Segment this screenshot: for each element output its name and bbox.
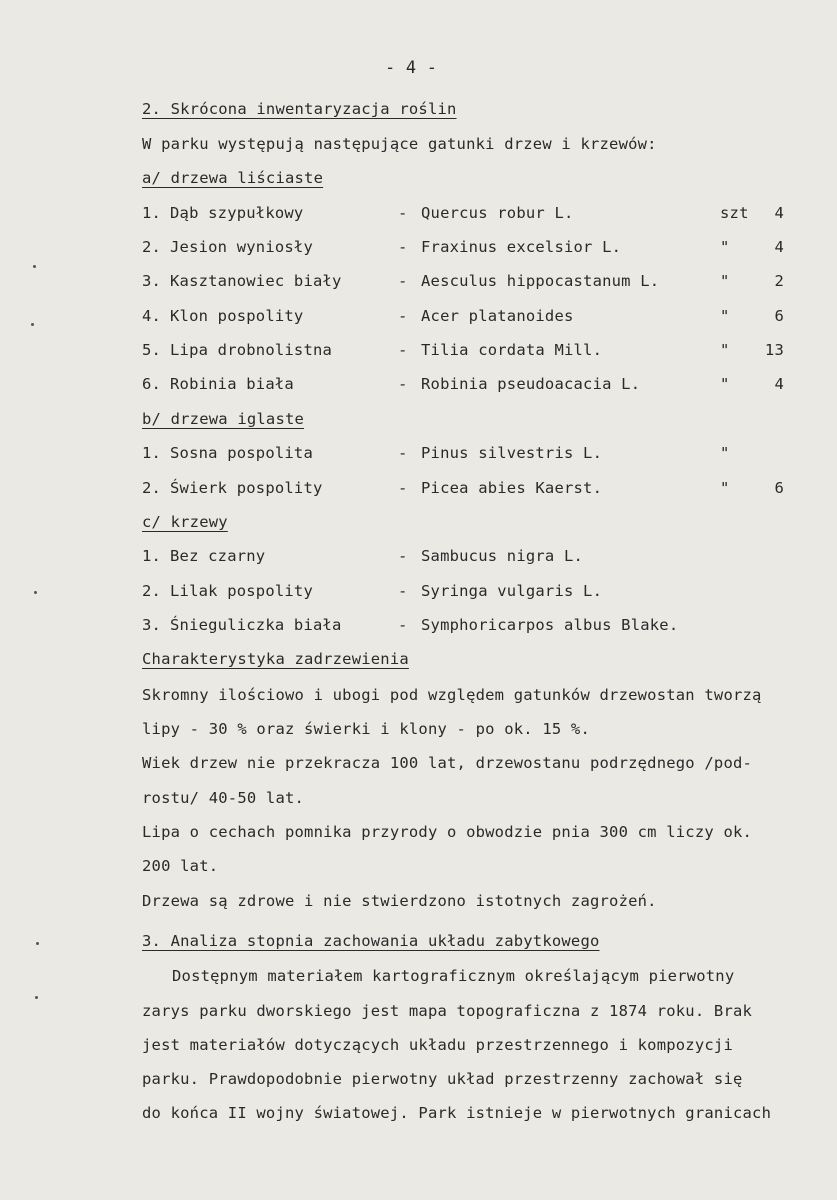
paragraph-line: Skromny ilościowo i ubogi pod względem gatunków drzewostan tworzą bbox=[142, 686, 762, 704]
scan-speck bbox=[36, 942, 39, 945]
polish-name: Lipa drobnolistna bbox=[170, 341, 333, 359]
polish-name: Kasztanowiec biały bbox=[170, 272, 342, 290]
polish-name: Klon pospolity bbox=[170, 307, 304, 325]
paragraph-line: Wiek drzew nie przekracza 100 lat, drzewostanu podrzędnego /pod- bbox=[142, 754, 753, 772]
paragraph-line: parku. Prawdopodobnie pierwotny układ przestrzenny zachował się bbox=[142, 1070, 743, 1088]
dash: - bbox=[398, 444, 408, 462]
count: 2 bbox=[774, 272, 784, 290]
item-number: 1. bbox=[142, 204, 162, 222]
scan-speck bbox=[33, 265, 36, 268]
count: 6 bbox=[774, 479, 784, 497]
section-2-title: 2. Skrócona inwentaryzacja roślin bbox=[142, 100, 457, 118]
paragraph-line: zarys parku dworskiego jest mapa topograficzna z 1874 roku. Brak bbox=[142, 1002, 753, 1020]
latin-name: Robinia pseudoacacia L. bbox=[421, 375, 641, 393]
latin-name: Sambucus nigra L. bbox=[421, 547, 584, 565]
page-number: - 4 - bbox=[385, 58, 438, 78]
item-number: 2. bbox=[142, 479, 162, 497]
paragraph-line: jest materiałów dotyczących układu przestrzennego i kompozycji bbox=[142, 1036, 733, 1054]
count: 4 bbox=[774, 238, 784, 256]
unit: " bbox=[720, 341, 730, 359]
dash: - bbox=[398, 272, 408, 290]
scan-speck bbox=[34, 591, 37, 594]
item-number: 5. bbox=[142, 341, 162, 359]
item-number: 3. bbox=[142, 272, 162, 290]
paragraph-line: Drzewa są zdrowe i nie stwierdzono istotnych zagrożeń. bbox=[142, 892, 657, 910]
count: 4 bbox=[774, 204, 784, 222]
item-number: 2. bbox=[142, 582, 162, 600]
dash: - bbox=[398, 616, 408, 634]
unit: szt bbox=[720, 204, 749, 222]
latin-name: Acer platanoides bbox=[421, 307, 574, 325]
latin-name: Fraxinus excelsior L. bbox=[421, 238, 622, 256]
characteristics-title: Charakterystyka zadrzewienia bbox=[142, 650, 409, 668]
latin-name: Symphoricarpos albus Blake. bbox=[421, 616, 679, 634]
scan-speck bbox=[31, 323, 34, 326]
group-heading-coniferous: b/ drzewa iglaste bbox=[142, 410, 305, 428]
dash: - bbox=[398, 341, 408, 359]
dash: - bbox=[398, 375, 408, 393]
unit: " bbox=[720, 238, 730, 256]
unit: " bbox=[720, 375, 730, 393]
polish-name: Świerk pospolity bbox=[170, 479, 323, 497]
unit: " bbox=[720, 444, 730, 462]
latin-name: Pinus silvestris L. bbox=[421, 444, 603, 462]
paragraph-line: lipy - 30 % oraz świerki i klony - po ok. 15 %. bbox=[142, 720, 590, 738]
scan-speck bbox=[35, 996, 38, 999]
unit: " bbox=[720, 479, 730, 497]
polish-name: Jesion wyniosły bbox=[170, 238, 313, 256]
latin-name: Syringa vulgaris L. bbox=[421, 582, 603, 600]
dash: - bbox=[398, 238, 408, 256]
item-number: 1. bbox=[142, 444, 162, 462]
item-number: 6. bbox=[142, 375, 162, 393]
count: 4 bbox=[774, 375, 784, 393]
latin-name: Aesculus hippocastanum L. bbox=[421, 272, 660, 290]
item-number: 1. bbox=[142, 547, 162, 565]
intro-line: W parku występują następujące gatunki drzew i krzewów: bbox=[142, 135, 657, 153]
unit: " bbox=[720, 272, 730, 290]
polish-name: Lilak pospolity bbox=[170, 582, 313, 600]
polish-name: Sosna pospolita bbox=[170, 444, 313, 462]
polish-name: Robinia biała bbox=[170, 375, 294, 393]
item-number: 3. bbox=[142, 616, 162, 634]
group-heading-shrubs: c/ krzewy bbox=[142, 513, 228, 531]
dash: - bbox=[398, 204, 408, 222]
count: 6 bbox=[774, 307, 784, 325]
latin-name: Quercus robur L. bbox=[421, 204, 574, 222]
dash: - bbox=[398, 582, 408, 600]
item-number: 2. bbox=[142, 238, 162, 256]
paragraph-line: Lipa o cechach pomnika przyrody o obwodzie pnia 300 cm liczy ok. bbox=[142, 823, 753, 841]
dash: - bbox=[398, 547, 408, 565]
latin-name: Tilia cordata Mill. bbox=[421, 341, 603, 359]
paragraph-line: 200 lat. bbox=[142, 857, 219, 875]
polish-name: Bez czarny bbox=[170, 547, 266, 565]
paragraph-line: do końca II wojny światowej. Park istnieje w pierwotnych granicach bbox=[142, 1104, 772, 1122]
count: 13 bbox=[764, 341, 784, 359]
section-3-title: 3. Analiza stopnia zachowania układu zabytkowego bbox=[142, 932, 600, 950]
dash: - bbox=[398, 479, 408, 497]
polish-name: Śnieguliczka biała bbox=[170, 616, 342, 634]
latin-name: Picea abies Kaerst. bbox=[421, 479, 603, 497]
unit: " bbox=[720, 307, 730, 325]
dash: - bbox=[398, 307, 408, 325]
paragraph-line: rostu/ 40-50 lat. bbox=[142, 789, 305, 807]
item-number: 4. bbox=[142, 307, 162, 325]
group-heading-deciduous: a/ drzewa liściaste bbox=[142, 169, 324, 187]
polish-name: Dąb szypułkowy bbox=[170, 204, 304, 222]
paragraph-line: Dostępnym materiałem kartograficznym określającym pierwotny bbox=[172, 967, 735, 985]
